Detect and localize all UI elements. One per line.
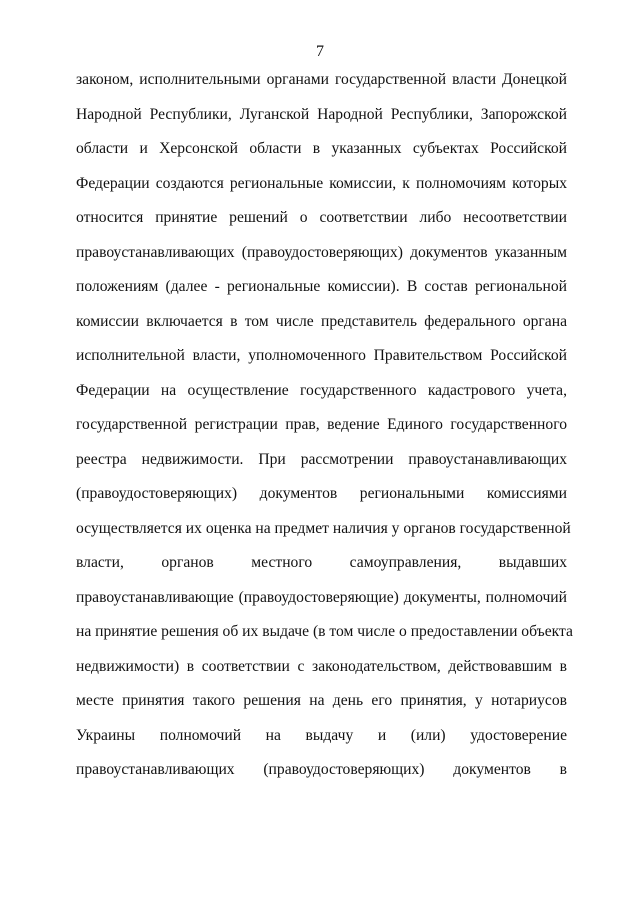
text-line: правоустанавливающих (правоудостоверяющих) документов указанным (76, 243, 567, 261)
text-line: Украины полномочий на выдачу и (или) удостоверение (76, 726, 567, 744)
text-line: (правоудостоверяющих) документов региональными комиссиями (76, 485, 567, 502)
text-line: правоустанавливающие (правоудостоверяющие) документы, полномочий (76, 588, 567, 606)
body-text (76, 70, 573, 795)
text-line: правоустанавливающих (правоудостоверяющих) документов в (76, 761, 567, 778)
text-line: государственной регистрации прав, ведение Единого государственного (76, 416, 567, 433)
page-number: 7 (316, 43, 324, 60)
text-line: на принятие решения об их выдаче (в том числе о предоставлении объекта (76, 623, 573, 640)
text-line: Народной Республики, Луганской Народной Республики, Запорожской (76, 105, 567, 123)
text-line: законом, исполнительными органами государственной власти Донецкой (76, 71, 567, 88)
text-line: реестра недвижимости. При рассмотрении правоустанавливающих (76, 450, 567, 468)
text-line: месте принятия такого решения на день его принятия, у нотариусов (76, 692, 567, 709)
text-line: власти, органов местного самоуправления, выдавших (76, 554, 567, 571)
text-line: относится принятие решений о соответствии либо несоответствии (76, 209, 567, 226)
text-line: комиссии включается в том числе представитель федерального органа (76, 312, 567, 330)
text-line: положениям (далее - региональные комиссии). В состав региональной (76, 278, 567, 295)
text-line: Федерации создаются региональные комиссии, к полномочиям которых (76, 174, 567, 192)
text-line: осуществляется их оценка на предмет наличия у органов государственной (76, 519, 571, 537)
text-line: исполнительной власти, уполномоченного Правительством Российской (76, 347, 567, 364)
text-line: недвижимости) в соответствии с законодательством, действовавшим в (76, 657, 567, 675)
text-line: Федерации на осуществление государственного кадастрового учета, (76, 381, 567, 399)
text-line: области и Херсонской области в указанных субъектах Российской (76, 140, 567, 157)
